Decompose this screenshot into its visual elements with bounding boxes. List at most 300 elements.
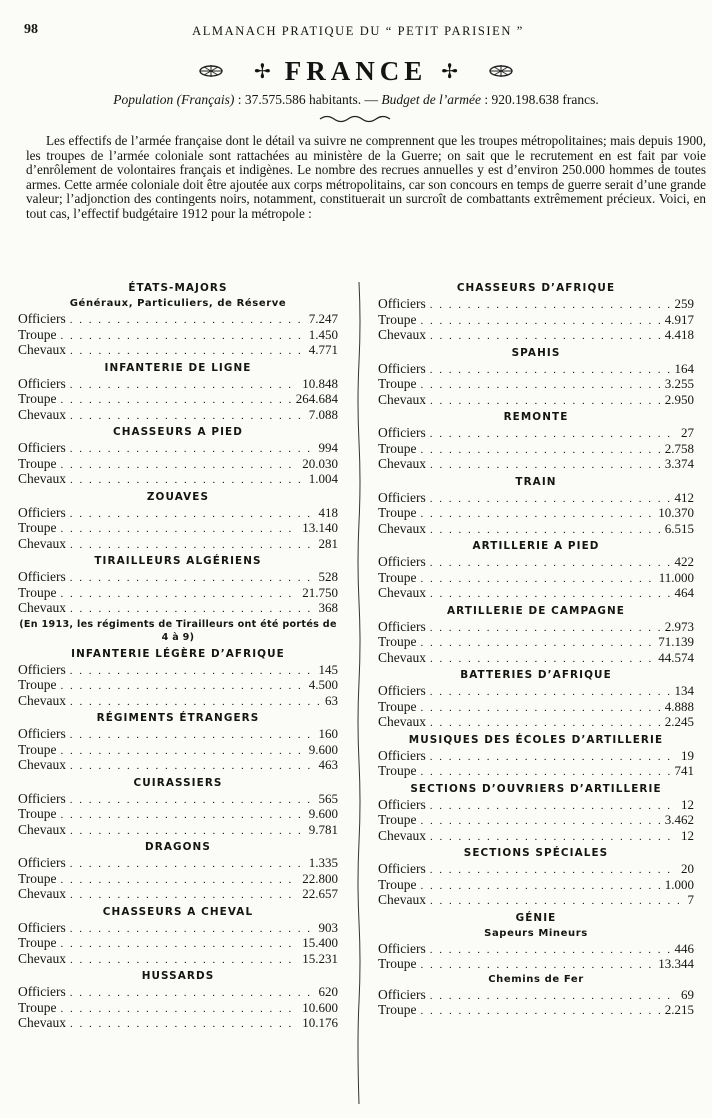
table-row [18,327,338,343]
dot-leader [430,750,677,766]
row-value: 418 [318,504,338,520]
table-row [18,806,338,822]
table-row [378,392,694,408]
dot-leader [70,664,315,680]
row-label: Troupe [18,584,57,600]
table-row [18,1000,338,1016]
table-row [378,505,694,521]
dot-leader [70,344,305,360]
row-label: Troupe [378,812,417,827]
row-label: Chevaux [18,757,66,772]
row-value: 15.231 [302,950,338,966]
page-title: FRANCE [284,55,428,86]
dot-leader [430,492,671,508]
row-value: 11.000 [658,569,694,585]
row-label: Troupe [18,455,57,471]
dot-leader [421,314,661,330]
section-title: CHASSEURS A CHEVAL [102,905,254,918]
title-row [0,53,712,89]
dot-leader [421,879,661,895]
dot-leader [421,572,655,588]
row-value: 620 [318,984,338,999]
row-label: Troupe [18,935,57,950]
table-row [378,425,694,441]
row-label: Officiers [18,311,66,326]
row-value: 2.245 [664,714,694,729]
left-column [18,278,338,1031]
row-label: Officiers [378,986,426,1002]
dot-leader [70,1017,298,1033]
table-row [378,956,694,972]
row-label: Chevaux [378,585,426,600]
section-title: SPAHIS [511,346,561,359]
section-infanterie-legere-d-afrique [18,647,338,709]
budget-label: Budget de l’armée [381,92,482,107]
row-value: 20 [681,861,694,876]
table-row [378,554,694,570]
row-label: Chevaux [18,886,66,901]
table-row [18,520,338,536]
dot-leader [421,378,661,394]
dot-leader [421,701,661,717]
table-row [18,757,338,773]
row-label: Troupe [378,956,417,971]
table-row [18,376,338,392]
row-value: 412 [674,489,694,505]
row-value: 10.370 [658,505,694,520]
table-row [378,877,694,893]
section-subtitle: Chemins de Fer [488,973,584,985]
row-value: 13.140 [302,520,338,535]
row-label: Troupe [18,520,57,535]
table-row [18,585,338,601]
section-artillerie-de-campagne [378,604,694,666]
dot-leader [61,679,305,695]
row-label: Chevaux [378,714,426,729]
row-value: 134 [674,683,694,698]
row-label: Officiers [378,747,426,763]
table-row [378,490,694,506]
table-row [18,822,338,838]
row-label: Officiers [378,425,426,440]
row-label: Officiers [18,790,66,806]
section-genie [378,911,694,972]
dot-leader [421,443,661,459]
row-value: 63 [325,692,338,708]
row-value: 145 [318,661,338,677]
dot-leader [430,989,677,1005]
row-value: 463 [318,757,338,772]
row-value: 27 [681,425,694,440]
table-row [378,634,694,650]
row-label: Officiers [378,683,426,698]
row-label: Troupe [18,741,57,757]
row-value: 9.600 [308,741,338,757]
section-title: TRAIN [515,475,557,488]
row-label: Officiers [18,661,66,677]
row-label: Officiers [378,554,426,569]
table-row [18,569,338,585]
row-value: 446 [674,940,694,956]
dot-leader [70,473,305,489]
table-row [378,650,694,666]
section-train [378,475,694,537]
row-value: 1.335 [308,855,338,870]
table-row [18,951,338,967]
row-value: 10.600 [302,999,338,1015]
row-value: 2.950 [664,391,694,407]
dot-leader [430,394,661,410]
row-value: 1.450 [308,326,338,342]
section-note: (En 1913, les régiments de Tirailleurs ont été portés de 4 à 9) [19,618,337,643]
population-budget-line [0,92,712,108]
dot-leader [430,863,677,879]
section-tirailleurs-algeriens [18,554,338,644]
table-row [378,987,694,1003]
dot-leader [61,522,299,538]
left-cross-icon: ✢ [253,60,271,83]
row-value: 71.139 [658,634,694,649]
intro-paragraph [26,134,706,222]
table-row [18,391,338,407]
dot-leader [70,888,298,904]
row-value: 4.418 [664,327,694,342]
row-label: Troupe [18,999,57,1015]
dot-leader [421,507,655,523]
table-row [18,742,338,758]
row-value: 160 [318,726,338,741]
table-row [378,456,694,472]
row-value: 7.247 [308,311,338,326]
dot-leader [70,313,305,329]
population-value: : 37.575.586 habitants. — [237,92,378,107]
row-label: Officiers [378,940,426,956]
row-value: 4.771 [308,342,338,357]
dot-leader [430,363,671,379]
left-ornament-icon [198,64,224,78]
population-label: Population (Français) [113,92,235,107]
row-value: 464 [674,585,694,600]
row-label: Chevaux [18,471,66,486]
dot-leader [70,824,305,840]
section-title: SECTIONS D’OUVRIERS D’ARTILLERIE [410,782,662,795]
dot-leader [70,507,315,523]
table-row [378,812,694,828]
section-zouaves [18,490,338,552]
dot-leader [430,329,661,345]
row-label: Troupe [378,876,417,892]
table-row [378,683,694,699]
row-value: 22.657 [302,886,338,901]
row-value: 13.344 [658,956,694,971]
dot-leader [430,894,684,910]
dot-leader [430,716,661,732]
section-hussards [18,969,338,1031]
section-title: INFANTERIE DE LIGNE [104,361,252,374]
row-value: 3.374 [664,456,694,471]
section-etats-majors [18,281,338,358]
row-value: 9.600 [308,806,338,821]
dot-leader [430,523,661,539]
section-chasseurs-a-cheval [18,905,338,967]
table-row [378,312,694,328]
table-row [18,471,338,487]
section-subtitle: Généraux, Particuliers, de Réserve [69,298,287,309]
row-label: Troupe [378,1002,417,1017]
row-label: Chevaux [18,600,66,615]
running-head [24,22,692,42]
budget-value: : 920.198.638 francs. [484,92,599,107]
section-dragons [18,840,338,902]
section-cuirassiers [18,776,338,838]
table-row [18,935,338,951]
dot-leader [70,759,315,775]
table-row [378,327,694,343]
dot-leader [430,556,671,572]
row-value: 2.758 [664,440,694,456]
dot-leader [70,602,315,618]
dot-leader [430,298,671,314]
row-value: 22.800 [302,870,338,886]
section-title: ÉTATS-MAJORS [128,282,228,294]
dot-leader [61,587,299,603]
row-label: Troupe [378,311,417,327]
row-label: Officiers [378,861,426,876]
row-label: Troupe [18,391,57,406]
row-value: 12 [681,827,694,843]
dot-leader [61,393,292,409]
section-sections-d-ouvriers-d-artillerie [378,782,694,844]
row-label: Officiers [18,984,66,999]
dot-leader [70,571,315,587]
table-row [378,892,694,908]
table-row [378,570,694,586]
row-value: 2.973 [664,618,694,634]
section-title: RÉGIMENTS ÉTRANGERS [96,712,260,724]
dot-leader [70,409,305,425]
row-label: Troupe [378,569,417,585]
dot-leader [430,830,677,846]
row-label: Chevaux [18,950,66,966]
dot-leader [70,986,315,1002]
row-label: Chevaux [18,406,66,422]
row-label: Troupe [18,870,57,886]
row-value: 44.574 [658,649,694,665]
row-label: Officiers [18,569,66,584]
row-label: Troupe [378,440,417,456]
table-row [378,619,694,635]
row-value: 15.400 [302,935,338,950]
dot-leader [430,652,654,668]
row-label: Officiers [378,796,426,812]
row-value: 259 [674,296,694,311]
dot-leader [61,329,305,345]
dot-leader [70,442,315,458]
section-title: CHASSEURS A PIED [113,426,243,438]
row-label: Troupe [378,698,417,714]
section-title: INFANTERIE LÉGÈRE D’AFRIQUE [71,647,285,660]
dot-leader [421,636,655,652]
dot-leader [421,1004,661,1020]
table-row [18,791,338,807]
row-value: 422 [674,554,694,569]
section-artillerie-a-pied [378,539,694,601]
row-value: 994 [318,440,338,455]
row-label: Officiers [378,618,426,634]
dot-leader [70,378,299,394]
row-label: Troupe [18,677,57,692]
dot-leader [430,427,677,443]
section-spahis [378,346,694,408]
section-title: GÉNIE [515,911,557,924]
row-value: 19 [681,747,694,763]
dot-leader [70,922,315,938]
section-title: ARTILLERIE DE CAMPAGNE [446,604,626,617]
table-row [378,521,694,537]
row-label: Chevaux [378,827,426,843]
row-value: 164 [674,360,694,376]
row-label: Troupe [378,505,417,520]
row-value: 2.215 [664,1002,694,1017]
section-title: MUSIQUES DES ÉCOLES D’ARTILLERIE [408,733,664,746]
row-label: Chevaux [378,391,426,407]
section-title: CUIRASSIERS [133,776,223,789]
table-row [18,677,338,693]
dot-leader [61,744,305,760]
table-row [18,871,338,887]
row-value: 20.030 [302,455,338,471]
section-chemins-de-fer [378,972,694,1018]
table-row [18,1015,338,1031]
table-row [378,361,694,377]
intro-text: Les effectifs de l’armée française dont le détail va suivre ne comprennent que les troupes métropolitaines; mais depuis 1900, les troupes de l’armée coloniale sont rattachées au ministère de la Guerre; on sait que le recrutement en est fait par voie d’enrôlement de volontaires français et indigènes. Le nombre des recrues annuelles y est d’environ 250.000 hommes de toutes armes. Cette armée coloniale doit être ajoutée aux corps métropolitains, car son concours en temps de guerre serait d’une grande valeur; l’adjonction des contingents noirs, notamment, constituerait un surcroît de combattants extrêmement précieux. Voici, en tout cas, l’effectif budgétaire 1912 pour la métropole : [26,133,706,221]
table-row [378,763,694,779]
dot-leader [70,953,298,969]
dot-leader [430,621,661,637]
section-title: CHASSEURS D’AFRIQUE [456,282,616,294]
dot-leader [70,695,321,711]
table-row [18,311,338,327]
table-row [378,376,694,392]
table-row [18,693,338,709]
section-subtitle: Sapeurs Mineurs [484,927,588,939]
row-value: 4.500 [308,677,338,692]
dot-leader [61,808,305,824]
row-label: Officiers [378,360,426,376]
table-row [378,797,694,813]
table-row [18,456,338,472]
section-sections-speciales [378,846,694,908]
row-label: Officiers [18,375,66,391]
right-cross-icon: ✢ [441,60,459,83]
table-row [18,886,338,902]
table-row [378,585,694,601]
row-label: Officiers [18,504,66,520]
page-number: 98 [24,22,38,37]
row-value: 7 [687,892,694,907]
row-value: 565 [318,790,338,806]
row-value: 21.750 [302,584,338,600]
table-row [18,855,338,871]
table-row [378,861,694,877]
section-title: HUSSARDS [141,970,215,982]
table-row [378,1002,694,1018]
row-label: Chevaux [18,692,66,708]
dot-leader [421,765,671,781]
row-value: 4.888 [664,698,694,714]
section-title: REMONTE [503,411,569,423]
row-value: 9.781 [308,821,338,837]
table-row [18,984,338,1000]
row-value: 281 [318,535,338,551]
right-ornament-icon [488,64,514,78]
section-batteries-d-afrique [378,668,694,730]
dot-leader [70,538,315,554]
row-label: Chevaux [378,892,426,907]
dot-leader [430,587,671,603]
dot-leader [430,799,677,815]
row-label: Chevaux [378,649,426,665]
section-title: ARTILLERIE A PIED [472,540,600,552]
table-row [18,440,338,456]
section-chasseurs-d-afrique [378,281,694,343]
table-row [18,407,338,423]
row-value: 1.000 [664,876,694,892]
row-value: 7.088 [308,406,338,422]
row-value: 1.004 [308,471,338,486]
running-title: ALMANACH PRATIQUE DU “ PETIT PARISIEN ” [192,24,524,38]
row-label: Chevaux [378,520,426,536]
section-infanterie-de-ligne [18,361,338,423]
table-row [18,600,338,616]
dot-leader [70,857,305,873]
row-label: Officiers [18,726,66,741]
table-row [378,748,694,764]
table-row [18,662,338,678]
section-title: SECTIONS SPÉCIALES [463,847,609,859]
table-row [378,828,694,844]
section-title: ZOUAVES [146,490,210,503]
table-row [378,296,694,312]
table-row [18,342,338,358]
row-value: 264.684 [295,391,338,406]
row-label: Troupe [18,326,57,342]
table-row [18,920,338,936]
row-label: Officiers [378,296,426,311]
row-label: Officiers [378,489,426,505]
section-title: TIRAILLEURS ALGÉRIENS [94,555,262,567]
dot-leader [430,685,671,701]
row-label: Troupe [378,376,417,391]
row-value: 3.255 [664,376,694,391]
dot-leader [430,458,661,474]
section-remonte [378,410,694,472]
row-value: 69 [681,986,694,1002]
row-value: 10.848 [302,375,338,391]
row-label: Chevaux [18,821,66,837]
row-label: Chevaux [378,327,426,342]
table-row [378,714,694,730]
section-musiques-des-ecoles-d-artillerie [378,733,694,779]
section-regiments-etrangers [18,711,338,773]
table-row [18,536,338,552]
row-label: Troupe [378,634,417,649]
row-value: 528 [318,569,338,584]
table-row [18,505,338,521]
section-title: DRAGONS [145,841,211,853]
row-value: 3.462 [664,812,694,827]
dot-leader [61,873,299,889]
